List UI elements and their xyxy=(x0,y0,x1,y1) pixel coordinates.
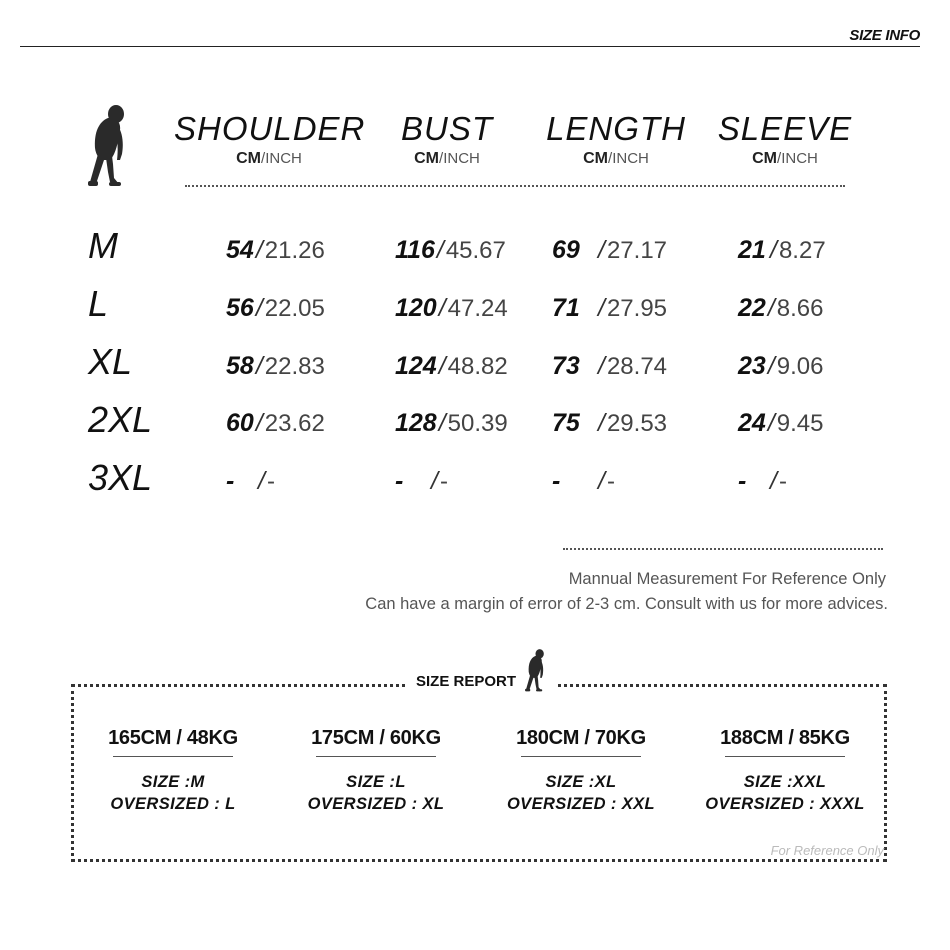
height-weight: 175CM / 60KG xyxy=(311,727,441,749)
recommended-size: SIZE :XXL xyxy=(743,773,827,791)
cell-l-length: 71 /27.95 xyxy=(552,294,668,322)
cell-2xl-shoulder: 60/23.62 xyxy=(226,409,325,437)
size-label-xl: XL xyxy=(88,341,133,382)
page-title: SIZE INFO xyxy=(849,27,920,44)
walking-ape-icon xyxy=(524,646,548,694)
entry-underline xyxy=(316,756,436,757)
column-name: LENGTH xyxy=(546,110,686,147)
report-entry xyxy=(685,726,885,815)
column-name: SLEEVE xyxy=(717,110,853,147)
note-reference: Mannual Measurement For Reference Only xyxy=(568,570,886,588)
column-header-shoulder xyxy=(174,110,364,168)
note-margin-of-error: Can have a margin of error of 2-3 cm. Consult with us for more advices. xyxy=(365,595,888,613)
cell-m-bust: 116/45.67 xyxy=(395,236,506,264)
cell-l-bust: 120/47.24 xyxy=(395,294,508,322)
column-name: BUST xyxy=(400,110,493,147)
column-name: SHOULDER xyxy=(174,110,366,147)
cell-2xl-length: 75 /29.53 xyxy=(552,409,668,437)
column-unit: CM/INCH xyxy=(236,150,302,167)
report-entry xyxy=(276,726,476,815)
column-header-length xyxy=(521,110,711,168)
size-report-title: SIZE REPORT xyxy=(416,673,517,690)
column-header-sleeve xyxy=(690,110,880,168)
recommended-size: SIZE :XL xyxy=(545,773,617,791)
cell-m-length: 69 /27.17 xyxy=(552,236,668,264)
height-weight: 180CM / 70KG xyxy=(516,727,646,749)
oversized-size: OVERSIZED : XXXL xyxy=(705,795,865,813)
reference-footnote: For Reference Only xyxy=(770,843,884,858)
cell-xl-sleeve: 23/9.06 xyxy=(738,352,824,380)
report-entry xyxy=(73,726,273,815)
size-label-2xl: 2XL xyxy=(88,399,153,440)
cell-2xl-bust: 128/50.39 xyxy=(395,409,508,437)
cell-3xl-sleeve: - /- xyxy=(738,467,787,495)
header-dotted-divider xyxy=(185,185,845,187)
walking-ape-icon xyxy=(86,102,132,188)
size-label-m: M xyxy=(88,225,118,266)
notes-dotted-divider xyxy=(563,548,883,550)
height-weight: 188CM / 85KG xyxy=(720,727,850,749)
recommended-size: SIZE :M xyxy=(141,773,205,791)
cell-m-sleeve: 21 /8.27 xyxy=(738,236,826,264)
cell-3xl-shoulder: - /- xyxy=(226,467,275,495)
entry-underline xyxy=(521,756,641,757)
cell-xl-bust: 124/48.82 xyxy=(395,352,508,380)
recommended-size: SIZE :L xyxy=(346,773,406,791)
cell-2xl-sleeve: 24/9.45 xyxy=(738,409,824,437)
oversized-size: OVERSIZED : L xyxy=(110,795,236,813)
entry-underline xyxy=(113,756,233,757)
size-label-l: L xyxy=(88,283,109,324)
column-unit: CM/INCH xyxy=(583,150,649,167)
header-divider xyxy=(20,46,920,47)
size-report-heading xyxy=(408,644,556,694)
height-weight: 165CM / 48KG xyxy=(108,727,238,749)
column-unit: CM/INCH xyxy=(414,150,480,167)
cell-3xl-length: - /- xyxy=(552,467,615,495)
entry-underline xyxy=(725,756,845,757)
oversized-size: OVERSIZED : XXL xyxy=(506,795,656,813)
oversized-size: OVERSIZED : XL xyxy=(307,795,445,813)
column-unit: CM/INCH xyxy=(752,150,818,167)
cell-3xl-bust: - /- xyxy=(395,467,448,495)
column-header-bust xyxy=(352,110,542,168)
cell-l-shoulder: 56/22.05 xyxy=(226,294,325,322)
cell-m-shoulder: 54/21.26 xyxy=(226,236,325,264)
size-label-3xl: 3XL xyxy=(88,457,153,498)
cell-xl-length: 73 /28.74 xyxy=(552,352,668,380)
report-entry xyxy=(481,726,681,815)
cell-l-sleeve: 22/8.66 xyxy=(738,294,824,322)
cell-xl-shoulder: 58/22.83 xyxy=(226,352,325,380)
